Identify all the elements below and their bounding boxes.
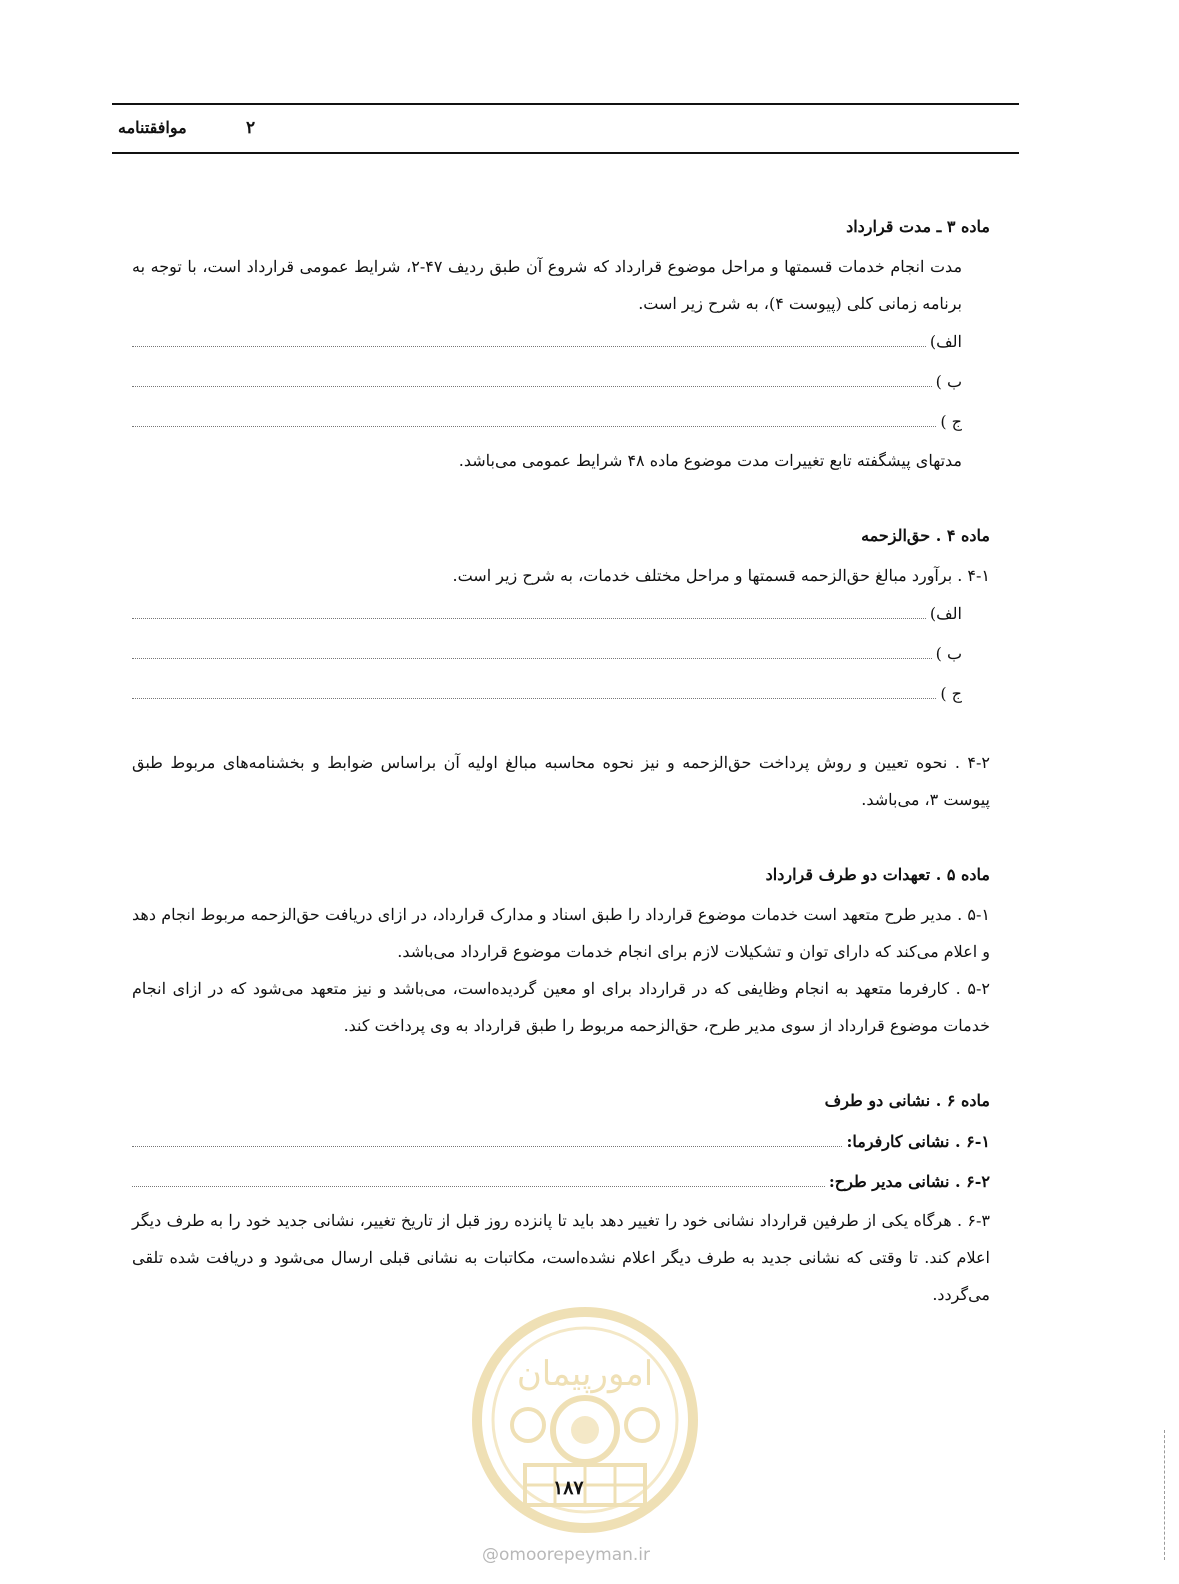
article-5-clause-1: ۵-۱ . مدیر طرح متعهد است خدمات موضوع قرارداد را طبق اسناد و مدارک قرارداد، در ازای دریافت حق‌الزحمه مربوط انجام دهد و اعلام می‌کند که دارای توان و تشکیلات لازم برای انجام خدمات موضوع قرارداد می‌باشد. <box>132 905 991 961</box>
employer-address-label: ۶-۱ . نشانی کارفرما: <box>846 1132 990 1151</box>
document-body <box>132 212 990 1313</box>
article-6-employer-address <box>132 1122 990 1162</box>
fill-in-line <box>132 596 926 619</box>
watermark-text: @omoorepeyman.ir <box>482 1545 651 1565</box>
article-3-paragraph: مدت انجام خدمات قسمتها و مراحل موضوع قرارداد که شروع آن طبق ردیف ۴۷-۲، شرایط عمومی قرارداد است، با توجه به برنامه زمانی کلی (پیوست ۴)، به شرح زیر است. <box>132 257 963 313</box>
article-4-clause-1: ۴-۱ . برآورد مبالغ حق‌الزحمه قسمتها و مراحل مختلف خدمات، به شرح زیر است. <box>452 566 990 585</box>
fill-in-line <box>132 636 932 659</box>
scan-edge-marks <box>1156 1430 1165 1560</box>
item-label: ج ) <box>940 684 962 703</box>
article-4-item-c <box>132 674 990 714</box>
article-4-clause-2: ۴-۲ . نحوه تعیین و روش پرداخت حق‌الزحمه و نیز نحوه محاسبه مبالغ اولیه آن براساس ضوابط و بخشنامه‌های مربوط طبق پیوست ۳، می‌باشد. <box>132 753 990 809</box>
fill-in-line <box>132 364 932 387</box>
item-label: ب ) <box>935 644 962 663</box>
article-3-note: مدتهای پیشگفته تابع تغییرات مدت موضوع ماده ۴۸ شرایط عمومی می‌باشد. <box>458 451 962 470</box>
header-rule-bottom <box>112 152 1019 154</box>
manager-address-label: ۶-۲ . نشانی مدیر طرح: <box>828 1172 990 1191</box>
fill-in-line <box>132 676 936 699</box>
article-5-clause-2: ۵-۲ . کارفرما متعهد به انجام وظایفی که در قرارداد برای او معین گردیده‌است، می‌باشد و نیز متعهد می‌شود که در ازای انجام خدمات موضوع قرارداد از سوی مدیر طرح، حق‌الزحمه مربوط را طبق قرارداد به وی پرداخت کند. <box>132 979 990 1035</box>
article-3-item-b <box>132 362 990 402</box>
seal-logo-icon <box>470 1305 700 1535</box>
header-rule-top <box>112 103 1019 105</box>
article-4-item-a <box>132 594 990 634</box>
article-4-heading: ماده ۴ . حق‌الزحمه <box>861 526 990 545</box>
fill-in-line <box>132 404 936 427</box>
fill-in-line <box>132 324 926 347</box>
article-6-manager-address <box>132 1162 990 1202</box>
article-6-clause-3: ۶-۳ . هرگاه یکی از طرفین قرارداد نشانی خود را تغییر دهد باید تا پانزده روز قبل از تاریخ تغییر، نشانی جدید خود را به طرف دیگر اعلام کند. تا وقتی که نشانی جدید به طرف دیگر اعلام نشده‌است، مکاتبات به نشانی قبلی ارسال می‌شود و دریافت شده تلقی می‌گردد. <box>132 1211 990 1304</box>
fill-in-line <box>132 1124 842 1147</box>
article-3-heading: ماده ۳ ـ مدت قرارداد <box>846 217 990 236</box>
item-label: الف) <box>929 332 962 351</box>
header-title: موافقتنامه <box>118 118 187 137</box>
article-4-item-b <box>132 634 990 674</box>
fill-in-line <box>132 1164 825 1187</box>
article-3-item-c <box>132 402 990 442</box>
item-label: ج ) <box>940 412 962 431</box>
page-number: ۱۸۷ <box>553 1477 584 1499</box>
svg-text:امورپیمان: امورپیمان <box>516 1354 654 1394</box>
article-6-heading: ماده ۶ . نشانی دو طرف <box>824 1091 990 1110</box>
article-5-heading: ماده ۵ . تعهدات دو طرف قرارداد <box>765 865 990 884</box>
header-page-number: ۲ <box>246 118 256 138</box>
item-label: الف) <box>929 604 962 623</box>
article-3-item-a <box>132 322 990 362</box>
item-label: ب ) <box>935 372 962 391</box>
